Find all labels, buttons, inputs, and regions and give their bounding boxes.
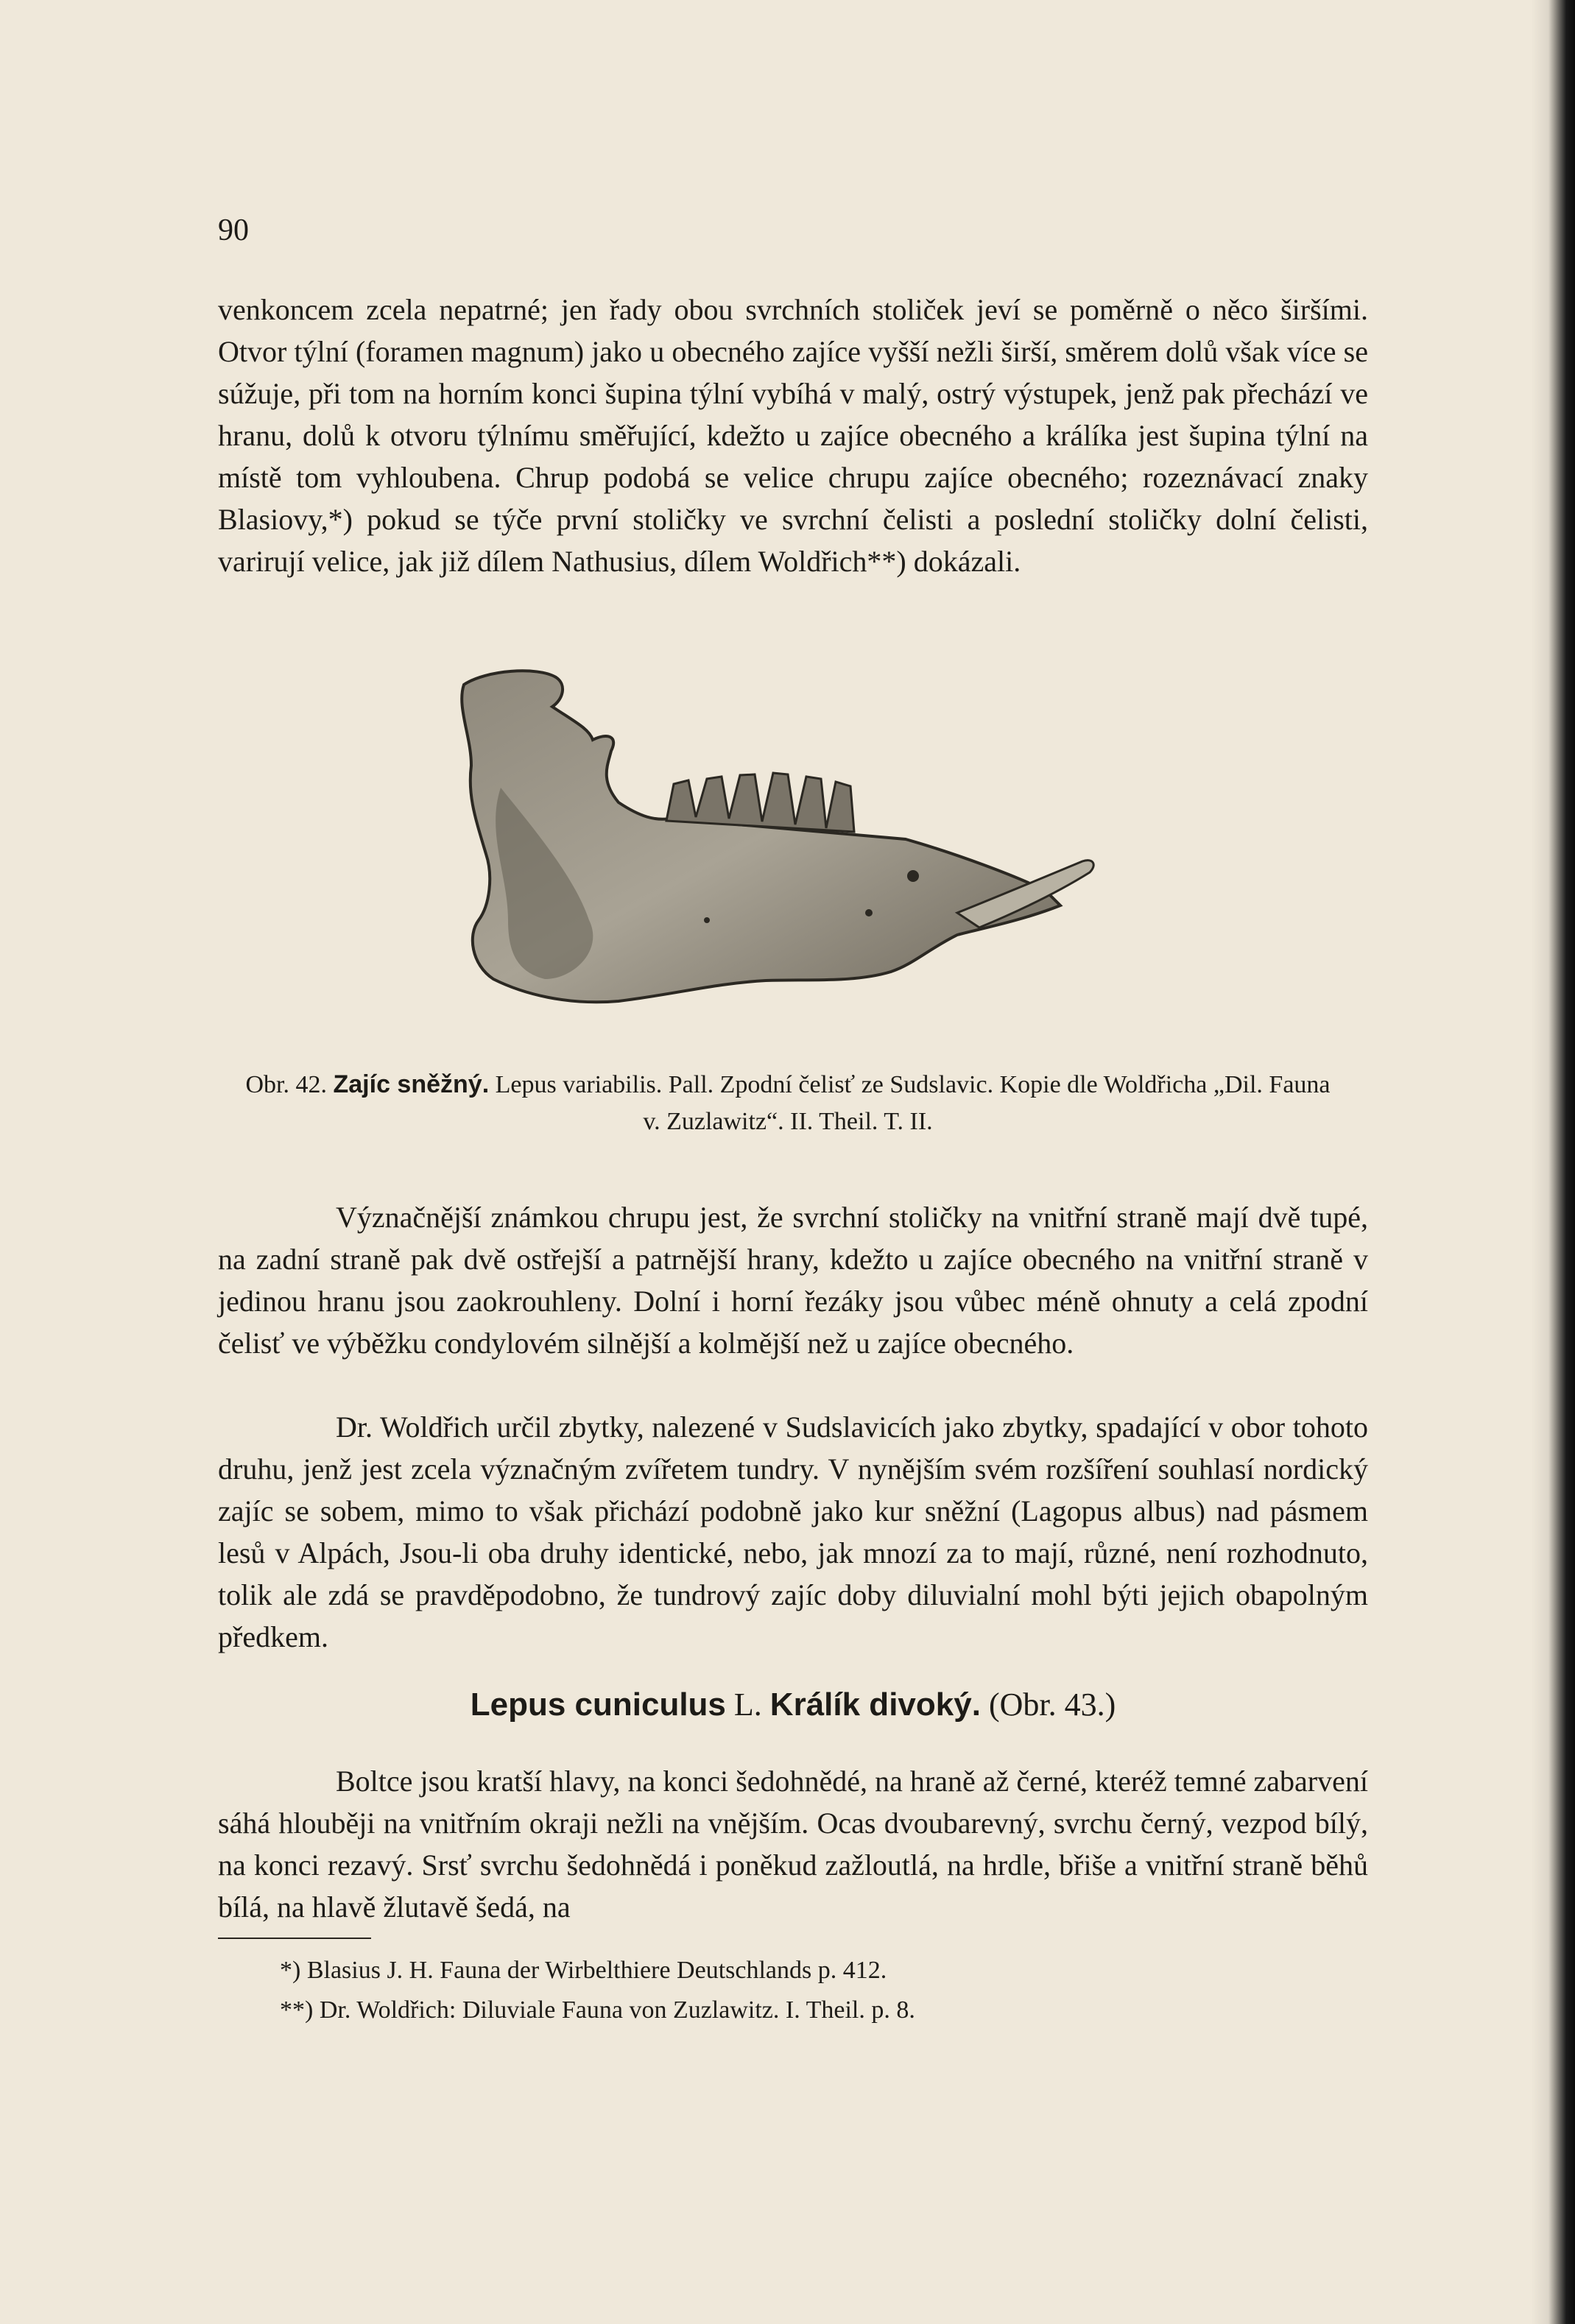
figure-common-name: Zajíc sněžný.: [333, 1070, 490, 1098]
page-number: 90: [218, 213, 249, 247]
section-figure-ref: (Obr. 43.): [988, 1687, 1116, 1723]
section-species-name: Lepus cuniculus: [470, 1687, 726, 1723]
paragraph-dentition: Význačnější známkou chrupu jest, že svrchní stoličky na vnitřní straně mají dvě tupé, na zadní straně pak dvě ostřejší a patrnější hrany, kdežto u zajíce obecného na vnitřní straně v jedinou hranu jsou zaokrouhleny. Dolní i horní řezáky jsou vůbec méně ohnuty a celá zpodní čelisť ve výběžku condylovém silnější a kolmější než u zajíce obecného.: [218, 1201, 1368, 1360]
footnote-mark: **): [280, 1996, 314, 2024]
footnote: [280, 1951, 1311, 1991]
figure-description: Lepus variabilis. Pall. Zpodní čelisť ze Sudslavic. Kopie dle Woldřicha „Dil. Fauna v. Zuzlawitz“. II. Theil. T. II.: [495, 1071, 1331, 1135]
footnote-divider: [218, 1938, 371, 1939]
figure-number: Obr. 42.: [245, 1071, 327, 1098]
footnote-text: Dr. Woldřich: Diluviale Fauna von Zuzlawitz. I. Theil. p. 8.: [319, 1996, 915, 2024]
paragraph-rabbit-description: Boltce jsou kratší hlavy, na konci šedohnědé, na hraně až černé, kteréž temné zabarvení sáhá hlouběji na vnitřním okraji nežli na vnějším. Ocas dvoubarevný, svrchu černý, vezpod bílý, na konci rezavý. Srsť svrchu šedohnědá i poněkud zažloutlá, na hrdle, břiše a vnitřní straně běhů bílá, na hlavě žlutavě šedá, na: [218, 1765, 1368, 1924]
mental-foramen: [907, 870, 919, 882]
bone-pore: [704, 917, 710, 923]
footnote: [280, 1991, 1311, 2030]
paragraph-woldrich-findings: Dr. Woldřich určil zbytky, nalezené v Sudslavicích jako zbytky, spadající v obor tohoto druhu, jenž jest zcela význačným zvířetem tundry. V nynějším svém rozšíření souhlasí nordický zajíc se sobem, mimo to však přichází podobně jako kur sněžní (Lagopus albus) nad pásmem lesů v Alpách, Jsou-li oba druhy identické, nebo, jak mnozí za to mají, různé, není rozhodnuto, tolik ale zdá se pravděpodobno, že tundrový zajíc doby diluvialní mohl býti jejich obapolným předkem.: [218, 1410, 1368, 1653]
footnote-mark: *): [280, 1957, 301, 1984]
figure-caption: [243, 1066, 1333, 1140]
section-heading: [218, 1684, 1368, 1726]
molar-teeth: [666, 773, 854, 832]
paragraph-skull-description: venkoncem zcela nepatrné; jen řady obou svrchních stoliček jeví se poměrně o něco širšími. Otvor týlní (foramen magnum) jako u obecného zajíce vyšší nežli širší, směrem dolů však více se súžuje, při tom na horním konci šupina týlní vybíhá v malý, ostrý výstupek, jenž pak přechází ve hranu, dolů k otvoru týlnímu směřující, kdežto u zajíce obecného a králíka jest šupina týlní na místě tom vyhloubena. Chrup podobá se velice chrupu zajíce obecného; rozeznávací znaky Blasiovy,*) pokud se týče první stoličky ve svrchní čelisti a poslední stoličky dolní čelisti, varirují velice, jak již dílem Nathusius, dílem Woldřich**) dokázali.: [218, 293, 1368, 578]
mandible-drawing: [398, 655, 1193, 1053]
footnote-text: Blasius J. H. Fauna der Wirbelthiere Deutschlands p. 412.: [306, 1957, 887, 1984]
book-spine-shadow: [1531, 0, 1575, 2324]
section-author: L.: [733, 1687, 762, 1723]
bone-pore: [865, 909, 873, 916]
section-vernacular-name: Králík divoký.: [769, 1687, 981, 1723]
footnotes: [280, 1951, 1311, 2030]
jaw-illustration: [398, 655, 1193, 1053]
